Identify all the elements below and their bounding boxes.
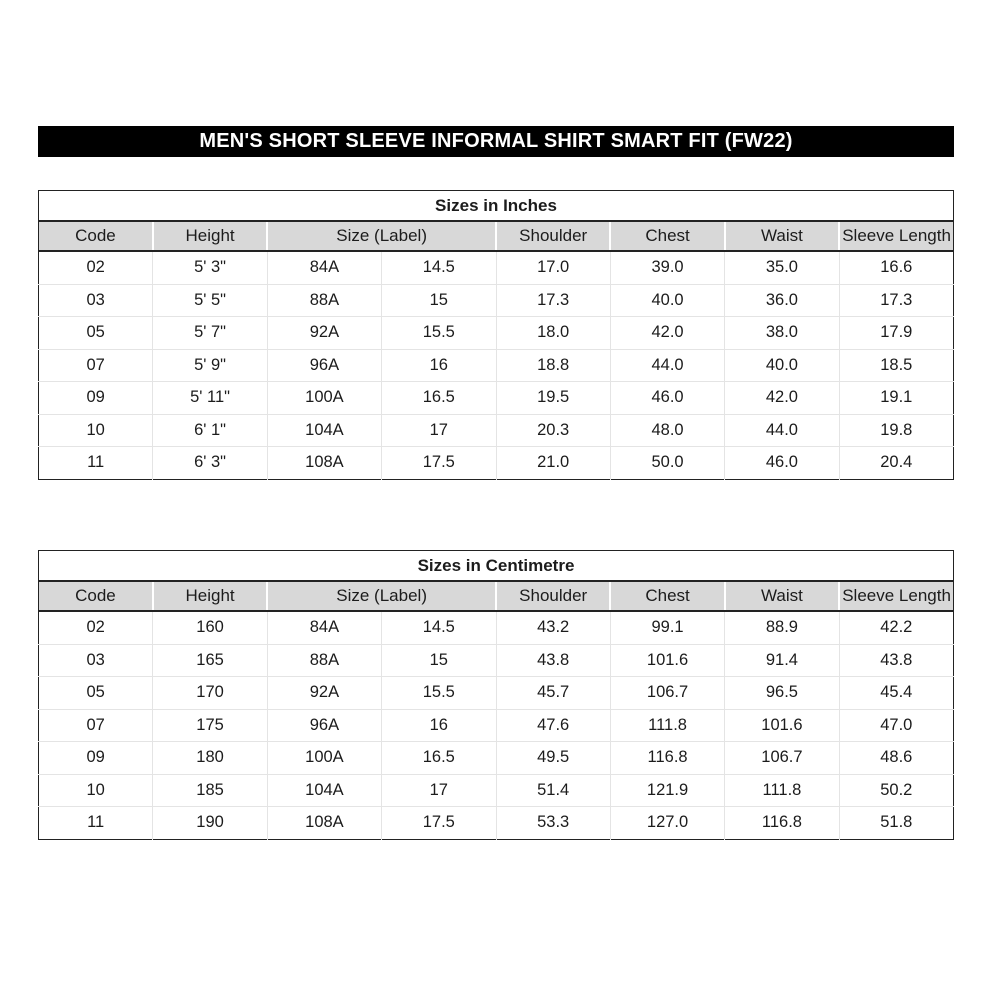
column-header: Shoulder — [496, 581, 610, 611]
table-cell: 101.6 — [610, 644, 724, 677]
table-cell: 18.0 — [496, 317, 610, 350]
table-cell: 11 — [39, 447, 153, 480]
table-cell: 43.8 — [839, 644, 953, 677]
table-row — [39, 251, 954, 284]
table-cell: 16.6 — [839, 251, 953, 284]
table-cell: 92A — [267, 317, 381, 350]
column-header: Chest — [610, 581, 724, 611]
column-header: Code — [39, 581, 153, 611]
table-cell: 96.5 — [725, 677, 839, 710]
sizes-in-inches-table — [38, 190, 954, 480]
table-cell: 106.7 — [725, 742, 839, 775]
table-cell: 43.2 — [496, 611, 610, 644]
table-cell: 39.0 — [610, 251, 724, 284]
table-cell: 48.6 — [839, 742, 953, 775]
table-cell: 5' 3" — [153, 251, 267, 284]
table-cell: 03 — [39, 284, 153, 317]
table-cell: 43.8 — [496, 644, 610, 677]
column-header: Size (Label) — [267, 221, 496, 251]
table-cell: 44.0 — [725, 414, 839, 447]
table-cell: 42.0 — [610, 317, 724, 350]
table-row — [39, 447, 954, 480]
table-cell: 07 — [39, 709, 153, 742]
table-cell: 111.8 — [610, 709, 724, 742]
table-cell: 42.0 — [725, 382, 839, 415]
table-row — [39, 709, 954, 742]
table-cell: 16 — [382, 709, 496, 742]
table-cell: 17.5 — [382, 447, 496, 480]
table-cell: 180 — [153, 742, 267, 775]
table-cell: 03 — [39, 644, 153, 677]
table-row — [39, 284, 954, 317]
table-cell: 96A — [267, 709, 381, 742]
column-header: Shoulder — [496, 221, 610, 251]
table-cell: 14.5 — [382, 611, 496, 644]
table-cell: 175 — [153, 709, 267, 742]
table-cell: 88A — [267, 284, 381, 317]
table-cell: 96A — [267, 349, 381, 382]
table-cell: 20.4 — [839, 447, 953, 480]
table-cell: 16.5 — [382, 742, 496, 775]
table-cell: 127.0 — [610, 807, 724, 840]
table-cell: 185 — [153, 774, 267, 807]
column-header: Size (Label) — [267, 581, 496, 611]
column-header: Height — [153, 221, 267, 251]
table-cell: 09 — [39, 382, 153, 415]
table-header-row — [39, 221, 954, 251]
table-cell: 160 — [153, 611, 267, 644]
table-cell: 51.8 — [839, 807, 953, 840]
table-cell: 5' 11" — [153, 382, 267, 415]
table-cell: 92A — [267, 677, 381, 710]
table-cell: 116.8 — [610, 742, 724, 775]
table-row — [39, 644, 954, 677]
table-cell: 104A — [267, 774, 381, 807]
table-cell: 5' 9" — [153, 349, 267, 382]
table-cell: 15 — [382, 644, 496, 677]
table-cell: 48.0 — [610, 414, 724, 447]
table-cell: 05 — [39, 677, 153, 710]
table-row — [39, 807, 954, 840]
table-header-row — [39, 581, 954, 611]
table-cell: 19.1 — [839, 382, 953, 415]
column-header: Code — [39, 221, 153, 251]
table-cell: 170 — [153, 677, 267, 710]
column-header: Sleeve Length — [839, 581, 953, 611]
table-cell: 108A — [267, 807, 381, 840]
table-cell: 18.5 — [839, 349, 953, 382]
table-cell: 44.0 — [610, 349, 724, 382]
table-row — [39, 349, 954, 382]
table-cell: 47.6 — [496, 709, 610, 742]
table-cell: 46.0 — [610, 382, 724, 415]
table-cell: 15.5 — [382, 317, 496, 350]
table-title: Sizes in Centimetre — [39, 551, 954, 582]
table-cell: 20.3 — [496, 414, 610, 447]
table-cell: 19.8 — [839, 414, 953, 447]
column-header: Waist — [725, 581, 839, 611]
table-body — [39, 611, 954, 839]
table-cell: 5' 7" — [153, 317, 267, 350]
table-cell: 11 — [39, 807, 153, 840]
table-cell: 101.6 — [725, 709, 839, 742]
table-title-row — [39, 191, 954, 222]
table-cell: 17 — [382, 774, 496, 807]
table-cell: 05 — [39, 317, 153, 350]
table-cell: 16 — [382, 349, 496, 382]
table-cell: 111.8 — [725, 774, 839, 807]
table-cell: 38.0 — [725, 317, 839, 350]
product-title-text: MEN'S SHORT SLEEVE INFORMAL SHIRT SMART FIT (FW22) — [199, 130, 793, 152]
table-cell: 14.5 — [382, 251, 496, 284]
table-row — [39, 774, 954, 807]
table-row — [39, 317, 954, 350]
table-cell: 35.0 — [725, 251, 839, 284]
table-cell: 40.0 — [725, 349, 839, 382]
table-cell: 40.0 — [610, 284, 724, 317]
table-cell: 91.4 — [725, 644, 839, 677]
table-cell: 53.3 — [496, 807, 610, 840]
table-cell: 5' 5" — [153, 284, 267, 317]
column-header: Waist — [725, 221, 839, 251]
table-cell: 165 — [153, 644, 267, 677]
table-cell: 50.0 — [610, 447, 724, 480]
table-cell: 17.0 — [496, 251, 610, 284]
table-row — [39, 414, 954, 447]
table-cell: 17.9 — [839, 317, 953, 350]
table-cell: 84A — [267, 251, 381, 284]
table-body — [39, 251, 954, 479]
table-cell: 99.1 — [610, 611, 724, 644]
table-cell: 47.0 — [839, 709, 953, 742]
table-cell: 10 — [39, 774, 153, 807]
table-cell: 09 — [39, 742, 153, 775]
column-header: Height — [153, 581, 267, 611]
table-cell: 21.0 — [496, 447, 610, 480]
table-cell: 121.9 — [610, 774, 724, 807]
table-cell: 116.8 — [725, 807, 839, 840]
table-cell: 100A — [267, 382, 381, 415]
table-cell: 42.2 — [839, 611, 953, 644]
table-cell: 6' 1" — [153, 414, 267, 447]
table-cell: 18.8 — [496, 349, 610, 382]
column-header: Sleeve Length — [839, 221, 953, 251]
table-cell: 104A — [267, 414, 381, 447]
table-cell: 17.3 — [496, 284, 610, 317]
table-cell: 17.3 — [839, 284, 953, 317]
table-cell: 106.7 — [610, 677, 724, 710]
table-cell: 190 — [153, 807, 267, 840]
table-row — [39, 382, 954, 415]
table-cell: 49.5 — [496, 742, 610, 775]
table-row — [39, 742, 954, 775]
column-header: Chest — [610, 221, 724, 251]
table-row — [39, 611, 954, 644]
table-cell: 15 — [382, 284, 496, 317]
table-cell: 17 — [382, 414, 496, 447]
table-cell: 6' 3" — [153, 447, 267, 480]
table-title-row — [39, 551, 954, 582]
table-cell: 45.4 — [839, 677, 953, 710]
sizes-in-centimetre-table — [38, 550, 954, 840]
table-cell: 17.5 — [382, 807, 496, 840]
table-cell: 15.5 — [382, 677, 496, 710]
table-cell: 19.5 — [496, 382, 610, 415]
table-cell: 108A — [267, 447, 381, 480]
product-title-banner — [38, 126, 954, 157]
table-row — [39, 677, 954, 710]
table-cell: 02 — [39, 251, 153, 284]
table-cell: 02 — [39, 611, 153, 644]
table-cell: 100A — [267, 742, 381, 775]
table-cell: 84A — [267, 611, 381, 644]
table-cell: 45.7 — [496, 677, 610, 710]
table-cell: 50.2 — [839, 774, 953, 807]
table-cell: 46.0 — [725, 447, 839, 480]
table-cell: 88A — [267, 644, 381, 677]
table-cell: 07 — [39, 349, 153, 382]
table-cell: 36.0 — [725, 284, 839, 317]
table-title: Sizes in Inches — [39, 191, 954, 222]
table-cell: 88.9 — [725, 611, 839, 644]
table-cell: 10 — [39, 414, 153, 447]
table-cell: 16.5 — [382, 382, 496, 415]
table-cell: 51.4 — [496, 774, 610, 807]
